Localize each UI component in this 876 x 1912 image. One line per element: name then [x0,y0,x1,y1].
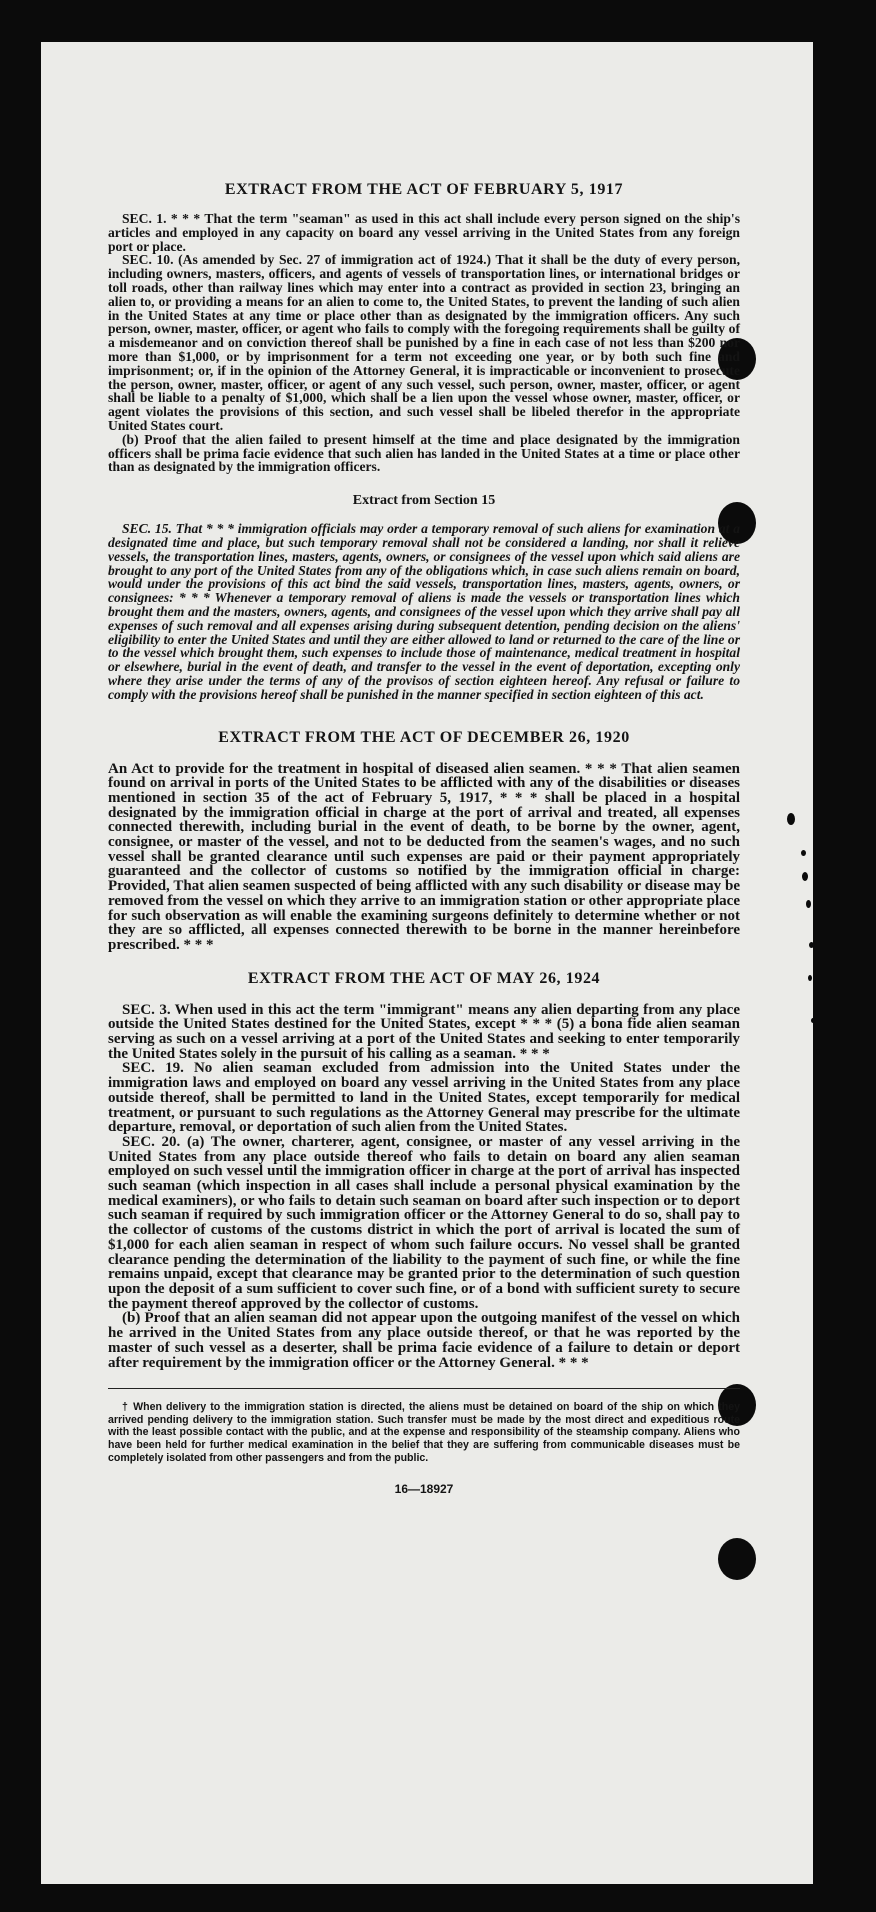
paragraph-act-1920: An Act to provide for the treatment in hospital of diseased alien seamen. * * * That alien seamen found on arrival in ports of the United States to be afflicted with any of the disabilities or diseases mentioned in section 35 of the act of February 5, 1917, * * * shall be placed in a hospital designated by the immigration official in charge at the port of arrival and treated, all expenses connected therewith, including burial in the event of death, to be borne by the owner, agent, consignee, or master of the vessel, and not to be deducted from the seamen's wages, and no such vessel shall be granted clearance until such expenses are paid or their payment appropriately guaranteed and the collector of customs so notified by the immigration official in charge: Provided, That alien seamen suspected of being afflicted with any such disability or disease may be removed from the vessel on which they arrive to an immigration station or other appropriate place for such observation as will enable the examining surgeons definitely to determine whether or not they are so afflicted, all expenses connected therewith to be borne in the manner hereinbefore prescribed. * * * [108,760,740,953]
footnote-divider [108,1388,740,1389]
paragraph-sec-20-b: (b) Proof that an alien seaman did not appear upon the outgoing manifest of the vessel on which he arrived in the United States from any place outside thereof, or that he was reported by the master of such vessel as a deserter, shall be prima facie evidence of a failure to detain or deport after requirement by the immigration officer or the Attorney General. * * * [108,1310,740,1371]
punch-hole-bottom [718,1538,756,1580]
heading-act-1917: EXTRACT FROM THE ACT OF FEBRUARY 5, 1917 [224,181,624,198]
document-content [108,140,740,1496]
heading-section-15: Extract from Section 15 [352,493,496,509]
heading-act-1920: EXTRACT FROM THE ACT OF DECEMBER 26, 1920 [218,728,630,746]
paragraph-sec-3: SEC. 3. When used in this act the term "immigrant" means any alien departing from any place outside the United States destined for the United States, except * * * (5) a bona fide alien seaman serving as such on a vessel arriving at a port of the United States and seeking to enter temporarily the United States solely in the pursuit of his calling as a seaman. * * * [108,1001,740,1062]
paragraph-sec-10-b: (b) Proof that the alien failed to present himself at the time and place designated by the immigration officers shall be prima facie evidence that such alien has landed in the United States at a time or place other than as designated by the immigration officers. [108,431,740,475]
form-number: 16—18927 [394,1482,454,1497]
heading-act-1924: EXTRACT FROM THE ACT OF MAY 26, 1924 [247,969,601,987]
footnote: † When delivery to the immigration station is directed, the aliens must be detained on board of the ship on which they arrived pending delivery to the immigration station. Such transfer must be made by the most direct and expeditious route with the least possible contact with the public, and at the expense and responsibility of the steamship company. Aliens who have been held for further medical examination in the belief that they are suffering from communicable diseases must be completely isolated from other passengers and from the public. [108,1401,740,1464]
paragraph-sec-15: SEC. 15. That * * * immigration officials may order a temporary removal of such aliens for examination at a designated time and place, but such temporary removal shall not be considered a landing, nor shall it relieve vessels, the transportation lines, masters, agents, owners, or consignees of the vessel upon which said aliens are brought to any port of the United States from any of the obligations which, in case such aliens remain on board, would under the provisions of this act bind the said vessels, transportation lines, masters, agents, owners, or consignees: * * * Whenever a temporary removal of aliens is made the vessels or transportation lines which brought them and the masters, owners, agents, and consignees of the vessel upon which they arrive shall pay all expenses of such removal and all expenses arising during subsequent detention, pending decision on the aliens' eligibility to enter the United States and until they are either allowed to land or returned to the care of the line or to the vessel which brought them, such expenses to include those of maintenance, medical treatment in hospital or elsewhere, burial in the event of death, and transfer to the vessel in the event of deportation, excepting only where they arise under the terms of any of the provisos of section eighteen hereof. Any refusal or failure to comply with the provisions hereof shall be punished in the manner specified in section eighteen of this act. [108,521,740,702]
paragraph-sec-10: SEC. 10. (As amended by Sec. 27 of immigration act of 1924.) That it shall be the duty of every person, including owners, masters, officers, and agents of vessels of transportation lines, or international bridges or toll roads, other than railway lines which may enter into a contract as provided in section 23, bringing an alien to, or providing a means for an alien to come to, the United States, to prevent the landing of such alien in the United States at any time or place other than as designated by the immigration officers. Any such person, owner, master, officer, or agent who fails to comply with the foregoing requirements shall be guilty of a misdemeanor and on conviction thereof shall be punished by a fine in each case of not less than $200 nor more than $1,000, or by imprisonment for a term not exceeding one year, or by both such fine and imprisonment; or, if in the opinion of the Attorney General, it is impracticable or inconvenient to prosecute the person, owner, master, officer, or agent of any such vessel, such person, owner, master, officer, or agent shall be liable to a penalty of $1,000, which shall be a lien upon the vessel whose owner, master, officer, or agent violates the provisions of this section, and such vessel shall be libeled therefor in the appropriate United States court. [108,252,740,433]
paragraph-sec-19: SEC. 19. No alien seaman excluded from admission into the United States under the immigration laws and employed on board any vessel arriving in the United States from any place outside thereof, shall be permitted to land in the United States, except temporarily for medical treatment, or pursuant to such regulations as the Attorney General may prescribe for the ultimate departure, removal, or deportation of such alien from the United States. [108,1060,740,1136]
paragraph-sec-20: SEC. 20. (a) The owner, charterer, agent, consignee, or master of any vessel arriving in the United States from any place outside thereof who fails to detain on board any alien seaman employed on such vessel until the immigration officer in charge at the port of arrival has inspected such seaman (which inspection in all cases shall include a personal physical examination by the medical examiners), or who fails to detain such seaman on board after such inspection or to deport such seaman if required by such immigration officer or the Attorney General to do so, shall pay to the collector of customs of the customs district in which the port of arrival is located the sum of $1,000 for each alien seaman in respect of whom such failure occurs. No vessel shall be granted clearance pending the determination of the liability to the payment of such fine, or while the fine remains unpaid, except that clearance may be granted prior to the determination of such question upon the deposit of a sum sufficient to cover such fine, or of a bond with sufficient surety to secure the payment thereof approved by the collector of customs. [108,1133,740,1312]
paragraph-sec-1: SEC. 1. * * * That the term "seaman" as used in this act shall include every person signed on the ship's articles and employed in any capacity on board any vessel arriving in the United States from any foreign port or place. [108,211,740,254]
